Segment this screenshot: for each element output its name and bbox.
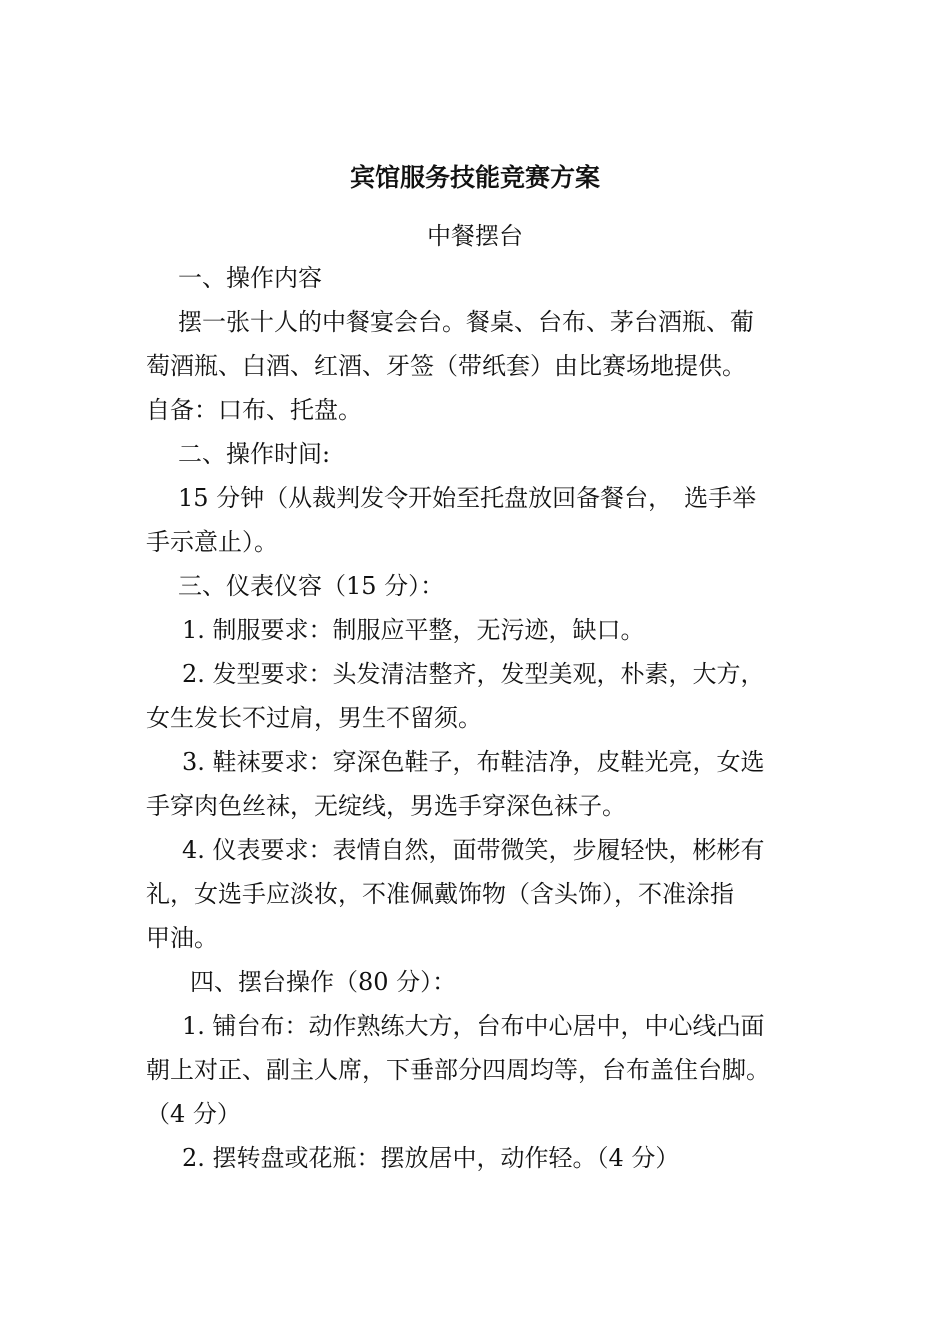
paragraph-line: 甲油。: [146, 924, 218, 952]
list-item: 3. 鞋袜要求：穿深色鞋子，布鞋洁净，皮鞋光亮，女选: [182, 748, 765, 776]
list-item: 2. 发型要求：头发清洁整齐，发型美观，朴素，大方，: [182, 660, 765, 688]
document-title: 宾馆服务技能竞赛方案: [349, 163, 600, 192]
paragraph-line: 礼，女选手应淡妆，不准佩戴饰物（含头饰），不准涂指: [146, 880, 734, 908]
list-item: 1. 制服要求：制服应平整，无污迹，缺口。: [182, 616, 645, 644]
document-subtitle: 中餐摆台: [427, 222, 523, 250]
paragraph-line: 摆一张十人的中餐宴会台。餐桌、台布、茅台酒瓶、葡: [178, 308, 754, 336]
paragraph-line: 手穿肉色丝袜，无绽线，男选手穿深色袜子。: [146, 792, 626, 820]
section-heading-4: 四、摆台操作（80 分）：: [190, 968, 457, 996]
paragraph-line: 手示意止）。: [146, 528, 278, 556]
paragraph-line: 萄酒瓶、白酒、红酒、牙签（带纸套）由比赛场地提供。: [146, 352, 746, 380]
list-item: 4. 仪表要求：表情自然，面带微笑，步履轻快，彬彬有: [182, 836, 765, 864]
paragraph-line: 朝上对正、副主人席，下垂部分四周均等，台布盖住台脚。: [146, 1056, 770, 1084]
list-item: 2. 摆转盘或花瓶：摆放居中，动作轻。（4 分）: [182, 1144, 680, 1172]
paragraph-line: 15 分钟（从裁判发令开始至托盘放回备餐台， 选手举: [178, 484, 757, 512]
section-heading-1: 一、操作内容: [178, 264, 322, 292]
list-item: 1. 铺台布：动作熟练大方，台布中心居中，中心线凸面: [182, 1012, 765, 1040]
paragraph-line: 自备：口布、托盘。: [146, 396, 362, 424]
paragraph-line: （4 分）: [146, 1100, 241, 1128]
paragraph-line: 女生发长不过肩，男生不留须。: [146, 704, 482, 732]
section-heading-3: 三、仪表仪容（15 分）：: [178, 572, 445, 600]
section-heading-2: 二、操作时间:: [178, 440, 331, 468]
